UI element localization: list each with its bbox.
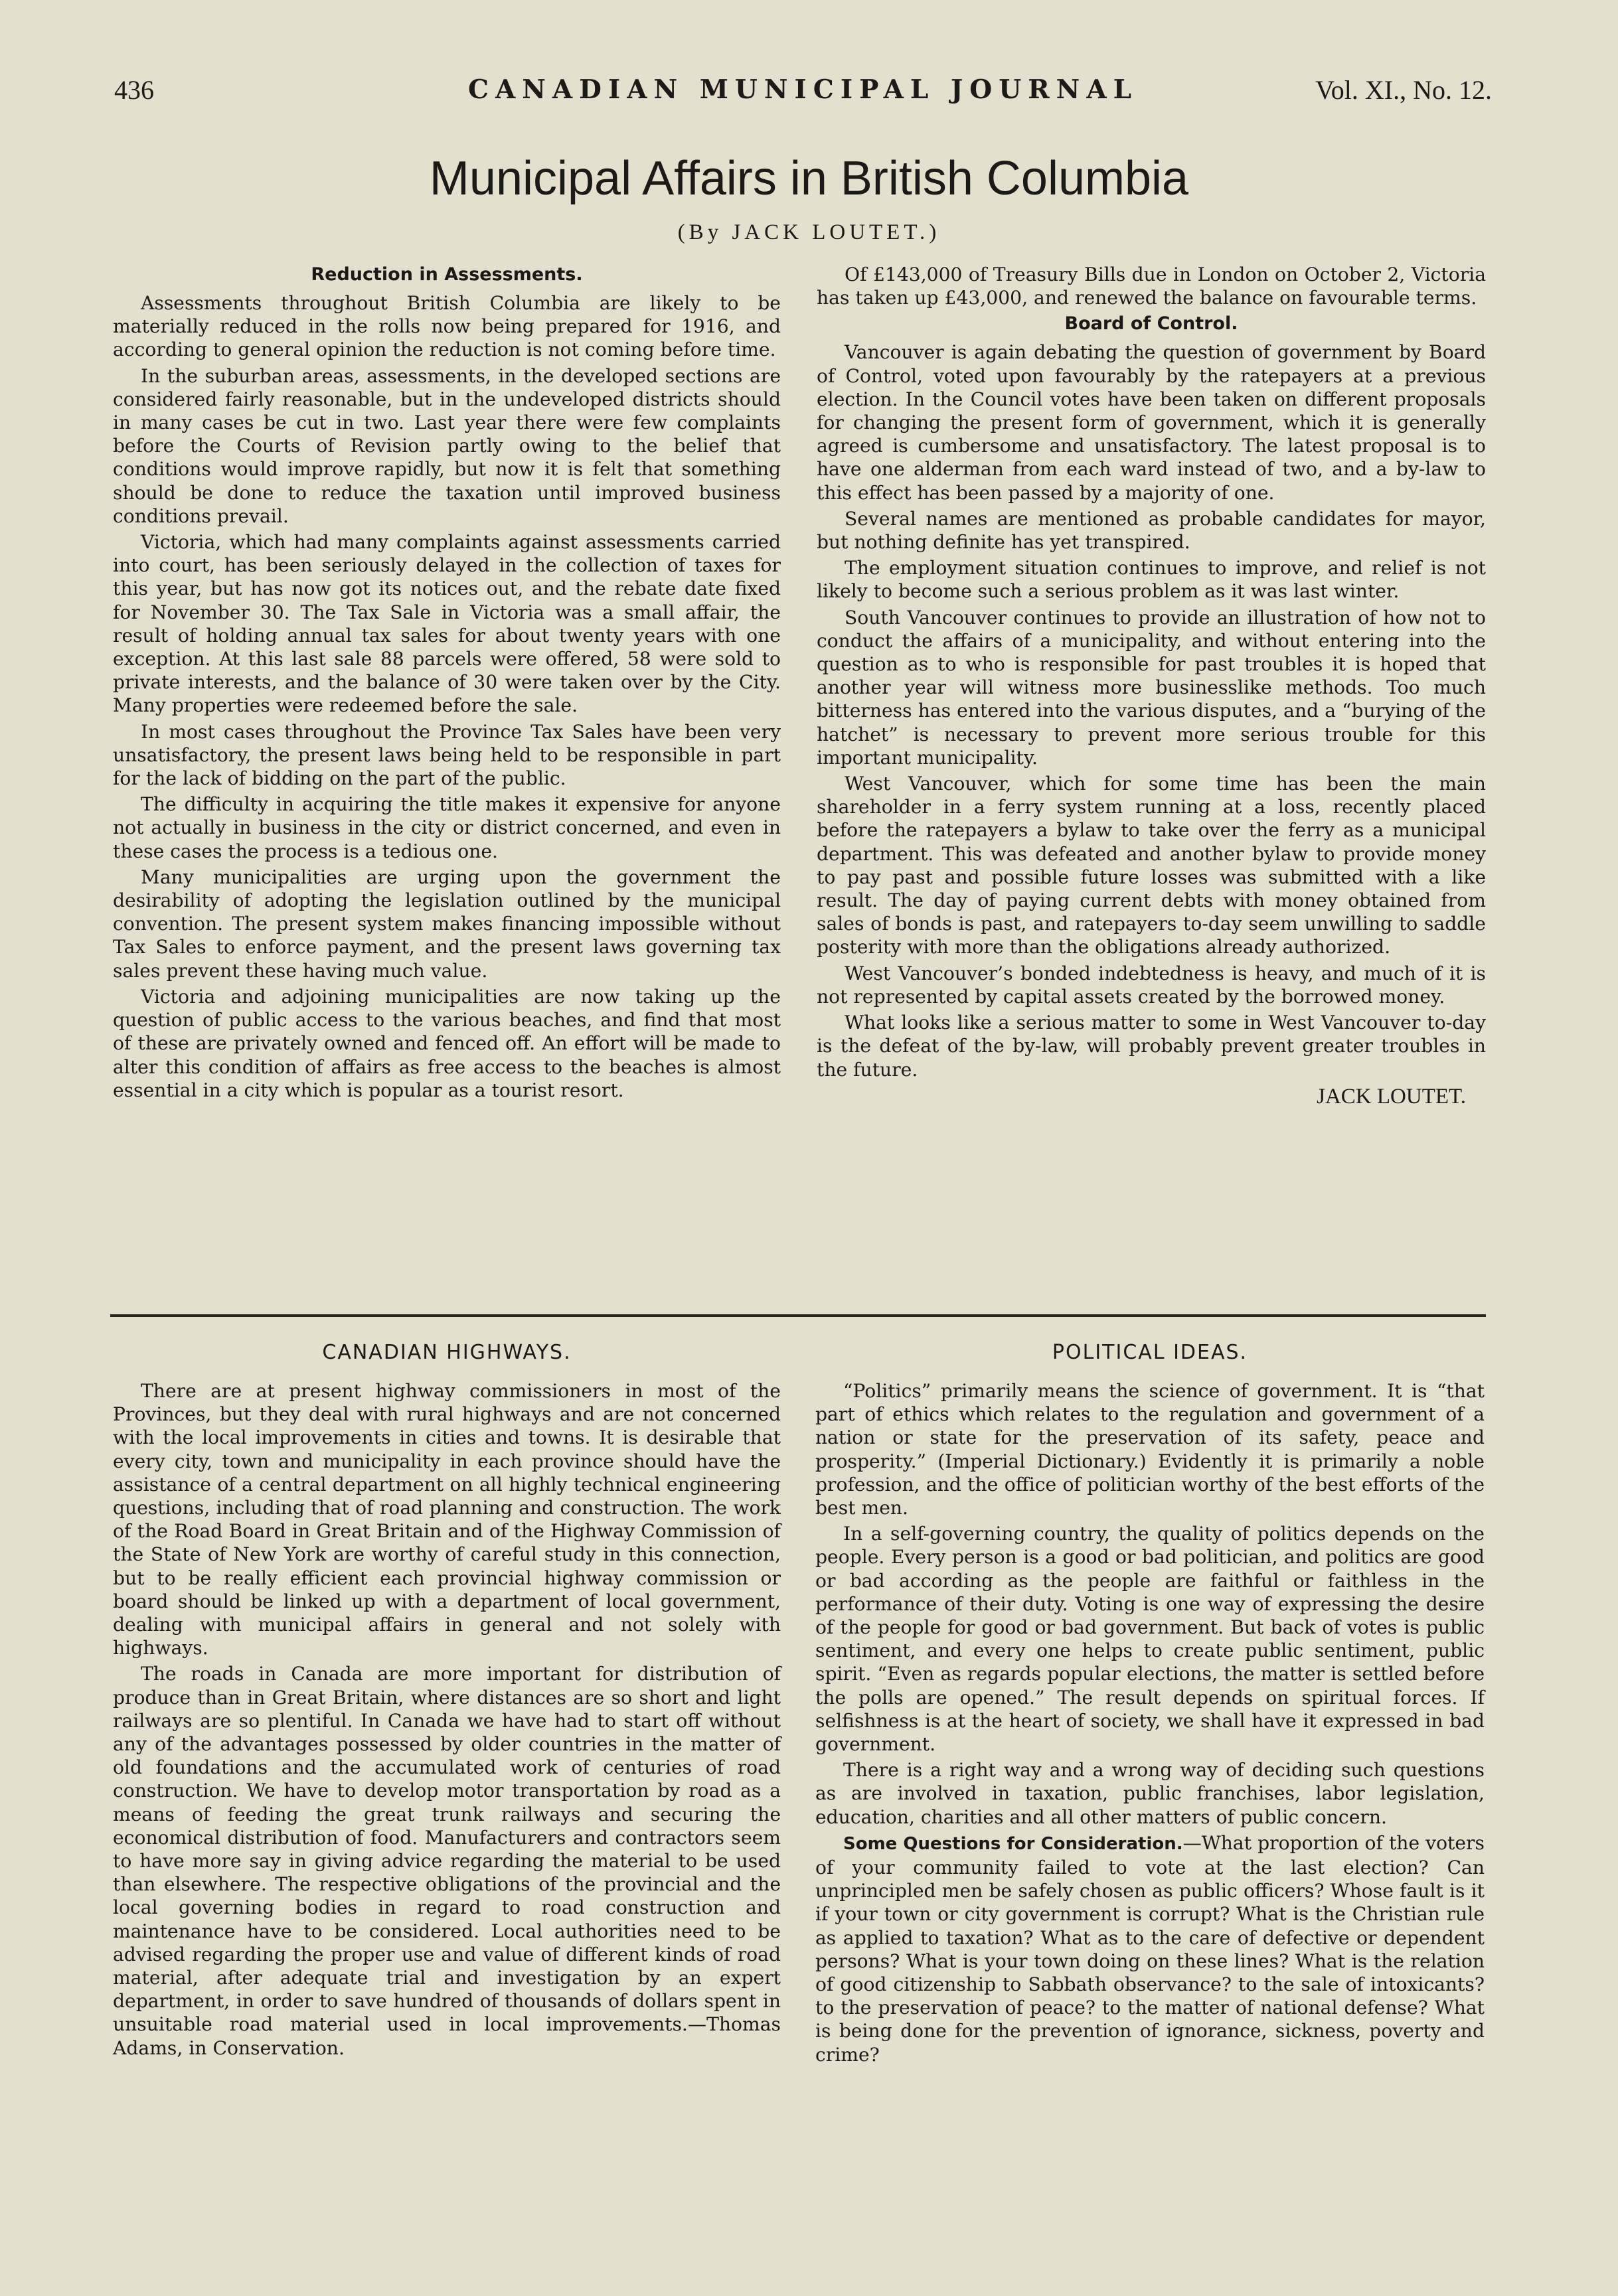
journal-title: CANADIAN MUNICIPAL JOURNAL: [467, 74, 1139, 105]
volume-issue: Vol. XI., No. 12.: [1315, 75, 1492, 105]
page-number: 436: [114, 75, 154, 105]
paragraph: Assessments throughout British Columbia are likely to be materially reduced in the rolls now being prepared for 1916, and according to general opinion the reduction is not coming before time.: [113, 292, 781, 361]
paragraph: The roads in Canada are more important for distribution of produce than in Great Britain, where distances are so short and light railways are so plentiful. In Canada we have had to start off without any of the advantages possessed by older countries in the matter of old foundations and the accumulated work of centuries of road construction. We have to develop motor transportation by road as a means of feeding the great trunk railways and securing the economical distribution of food. Manufacturers and contractors seem to have more say in giving advice regarding the material to be used than elsewhere. The respective obligations of the provincial and the local governing bodies in regard to road construction and maintenance have to be considered. Local authorities need to be advised regarding the proper use and value of different kinds of road material, after adequate trial and investigation by an expert department, in order to save hundred of thousands of dollars spent in unsuitable road material used in local improvements.—Thomas Adams, in Conservation.: [113, 1663, 781, 2059]
paragraph: South Vancouver continues to provide an illustration of how not to conduct the affairs of a municipality, and without entering into the question as to who is responsible for past troubles it is hoped that another year will witness more businesslike methods. Too much bitterness has entered into the various disputes, and a “burying of the hatchet” is necessary to prevent more serious trouble for this important municipality.: [817, 606, 1486, 769]
questions-lead: Some Questions for Consideration.: [843, 1833, 1183, 1854]
section-divider: [110, 1314, 1486, 1317]
running-head: [114, 74, 1492, 114]
paragraph: In most cases throughout the Province Tax Sales have been very unsatisfactory, the present laws being held to be responsible in part for the lack of bidding on the part of the public.: [113, 720, 781, 790]
paragraph: In a self-governing country, the quality of politics depends on the people. Every person is a good or bad politician, and politics are good or bad according as the people are faithful or faithless in the performance of their duty. Voting is one way of expressing the desire of the people for good or bad government. But back of votes is public sentiment, and every one helps to create public sentiment, public spirit. “Even as regards popular elections, the matter is settled before the polls are opened.” The result depends on spiritual forces. If selfishness is at the heart of society, we shall have it expressed in bad government.: [815, 1523, 1485, 1756]
paragraph: There are at present highway commissioners in most of the Provinces, but they deal with rural highways and are not concerned with the local improvements in cities and towns. It is desirable that every city, town and municipality in each province should have the assistance of a central department on all highly technical engineering questions, including that of road planning and construction. The work of the Road Board in Great Britain and of the Highway Commission of the State of New York are worthy of careful study in this connection, but to be really efficient each provincial highway commission or board should be linked up with a department of local government, dealing with municipal affairs in general and not solely with highways.: [113, 1380, 781, 1659]
paragraph: The employment situation continues to improve, and relief is not likely to become such a serious problem as it was last winter.: [817, 557, 1486, 603]
paragraph: Victoria and adjoining municipalities are now taking up the question of public access to the various beaches, and find that most of these are privately owned and fenced off. An effort will be made to alter this condition of affairs as free access to the beaches is almost essential in a city which is popular as a tourist resort.: [113, 985, 781, 1101]
political-ideas-heading: POLITICAL IDEAS.: [1052, 1341, 1248, 1364]
paragraph: Many municipalities are urging upon the government the desirability of adopting the legislation outlined by the municipal convention. The present system makes financing impossible without Tax Sales to enforce payment, and the present laws governing tax sales prevent these having much value.: [113, 866, 781, 982]
section-heading-reduction: Reduction in Assessments.: [311, 264, 583, 285]
paragraph: In the suburban areas, assessments, in the developed sections are considered fairly reasonable, but in the undeveloped districts should in many cases be cut in two. Last year there were few complaints before the Courts of Revision partly owing to the belief that conditions would improve rapidly, but now it is felt that something should be done to reduce the taxation until improved business conditions prevail.: [113, 364, 781, 527]
paragraph: Vancouver is again debating the question of government by Board of Control, voted upon favourably by the ratepayers at a previous election. In the Council votes have been taken on different proposals for changing the present form of government, which it is generally agreed is cumbersome and unsatisfactory. The latest proposal is to have one alderman from each ward instead of two, and a by-law to this effect has been passed by a majority of one.: [817, 341, 1486, 504]
highways-heading: CANADIAN HIGHWAYS.: [322, 1341, 572, 1364]
paragraph: Victoria, which had many complaints against assessments carried into court, has been seriously delayed in the collection of taxes for this year, but has now got its notices out, and the rebate date fixed for November 30. The Tax Sale in Victoria was a small affair, the result of holding annual tax sales for about twenty years with one exception. At this last sale 88 parcels were offered, 58 were sold to private interests, and the balance of 30 were taken over by the City. Many properties were redeemed before the sale.: [113, 531, 781, 717]
article-right-column: [817, 263, 1486, 1109]
questions-text: —What proportion of the voters of your community failed to vote at the last election? Can unprincipled men be safely chosen as public officers? Whose fault is it if your town or city government is corrupt? What is the Christian rule as applied to taxation? What as to the care of defective or dependent persons? What is your town doing on these lines? What is the relation of good citizenship to Sabbath observance? to the sale of intoxicants? to the preservation of peace? to the matter of national defense? What is being done for the prevention of ignorance, sickness, poverty and crime?: [815, 1831, 1485, 2066]
author-signature: JACK LOUTET.: [1317, 1084, 1466, 1109]
paragraph: Several names are mentioned as probable candidates for mayor, but nothing definite has yet transpired.: [817, 507, 1486, 554]
paragraph: Of £143,000 of Treasury Bills due in London on October 2, Victoria has taken up £43,000, and renewed the balance on favourable terms.: [817, 264, 1486, 309]
paragraph: West Vancouver’s bonded indebtedness is heavy, and much of it is not represented by capital assets created by the borrowed money.: [817, 962, 1486, 1008]
article-left-column: [113, 263, 781, 1102]
article-byline: (By JACK LOUTET.): [677, 220, 941, 244]
paragraph: What looks like a serious matter to some in West Vancouver to-day is the defeat of the by-law, will probably prevent greater troubles in the future.: [817, 1012, 1486, 1081]
paragraph: There is a right way and a wrong way of deciding such questions as are involved in taxation, public franchises, labor legislation, education, charities and all other matters of public concern.: [815, 1759, 1485, 1828]
paragraph: “Politics” primarily means the science of government. It is “that part of ethics which relates to the regulation and government of a nation or state for the preservation of its safety, peace and prosperity.” (Imperial Dictionary.) Evidently it is primarily a noble profession, and the office of politician worthy of the best efforts of the best men.: [815, 1380, 1485, 1519]
article-title: Municipal Affairs in British Columbia: [429, 152, 1189, 205]
political-ideas-column: [815, 1341, 1485, 2066]
highways-column: [113, 1341, 781, 2060]
paragraph: The difficulty in acquiring the title makes it expensive for anyone not actually in business in the city or district concerned, and even in these cases the process is a tedious one.: [113, 793, 781, 862]
section-heading-board-of-control: Board of Control.: [1064, 313, 1238, 335]
questions-paragraph: [815, 1831, 1485, 2066]
paragraph: West Vancouver, which for some time has been the main shareholder in a ferry system running at a loss, recently placed before the ratepayers a bylaw to take over the ferry as a municipal department. This was defeated and another bylaw to provide money to pay past and possible future losses was submitted with a like result. The day of paying current debts with money obtained from sales of bonds is past, and ratepayers to-day seem unwilling to saddle posterity with more than the obligations already authorized.: [817, 773, 1486, 958]
